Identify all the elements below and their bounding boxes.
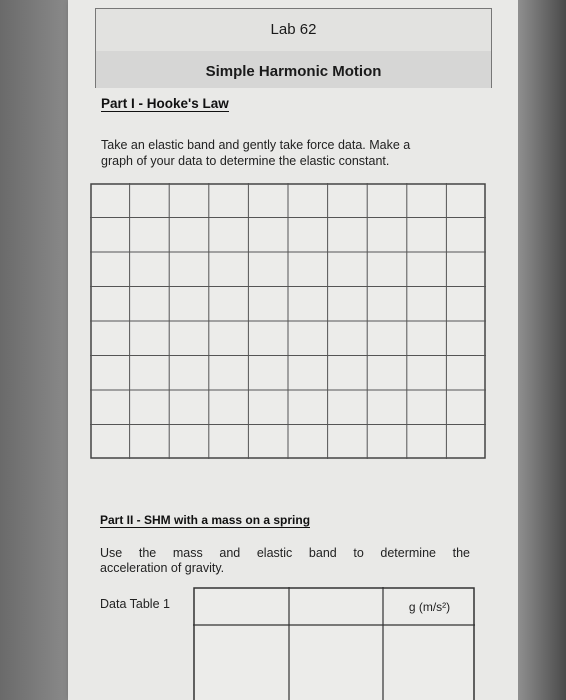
title-box bbox=[95, 8, 492, 88]
graph-grid bbox=[90, 183, 486, 459]
part1-instructions-line1: Take an elastic band and gently take force data. Make a bbox=[101, 138, 411, 152]
part1-heading: Part I - Hooke's Law bbox=[101, 96, 229, 111]
g-column-header: g (m/s²) bbox=[408, 600, 451, 614]
lab-title: Simple Harmonic Motion bbox=[96, 51, 491, 88]
background-left bbox=[0, 0, 68, 700]
part2-instructions-line2: acceleration of gravity. bbox=[100, 561, 225, 575]
part2-heading: Part II - SHM with a mass on a spring bbox=[100, 513, 311, 527]
background-right bbox=[518, 0, 566, 700]
part2-instructions bbox=[100, 546, 470, 576]
part1-instructions bbox=[101, 137, 491, 169]
data-table-label: Data Table 1 bbox=[100, 597, 170, 611]
lab-number: Lab 62 bbox=[96, 9, 491, 52]
part2-instructions-line1: Use the mass and elastic band to determine the bbox=[100, 546, 470, 560]
part1-instructions-line2: graph of your data to determine the elastic constant. bbox=[101, 154, 390, 168]
